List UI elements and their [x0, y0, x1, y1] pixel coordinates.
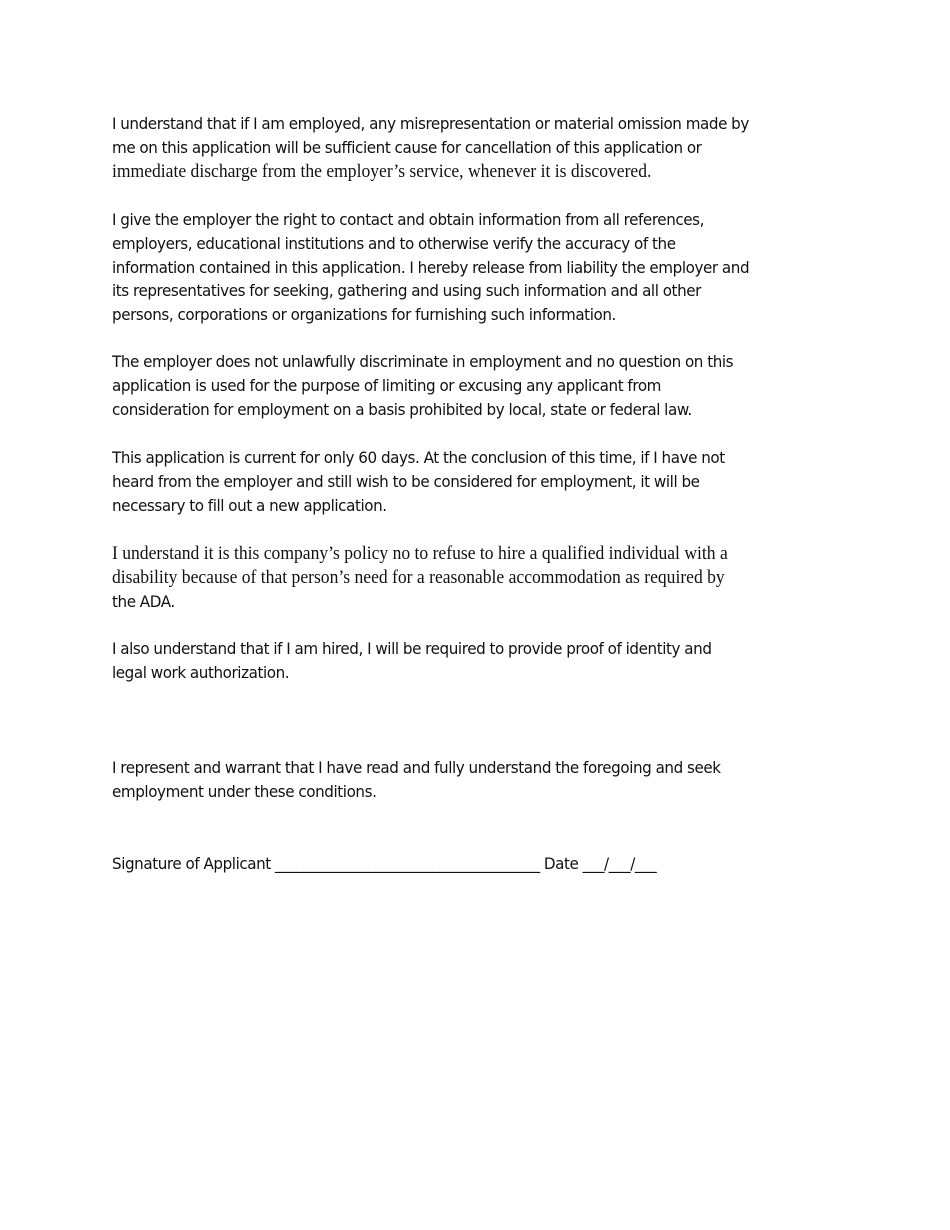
paragraph-line: employers, educational institutions and to otherwise verify the accuracy of the	[112, 233, 676, 253]
signature-date-text: Signature of Applicant _____________________________________ Date ___/___/___	[112, 854, 657, 873]
paragraph-line: This application is current for only 60 days. At the conclusion of this time, if I have not	[112, 448, 725, 467]
paragraph-line: The employer does not unlawfully discriminate in employment and no question on this	[112, 352, 734, 371]
paragraph-line: legal work authorization.	[112, 662, 290, 682]
ada-paragraph	[112, 542, 847, 613]
warrant-paragraph	[112, 756, 847, 804]
validity-paragraph	[112, 446, 847, 517]
signature-line	[112, 852, 847, 876]
references-paragraph	[112, 208, 847, 327]
paragraph-line: me on this application will be sufficient cause for cancellation of this application or	[112, 137, 702, 157]
paragraph-line: I understand that if I am employed, any misrepresentation or material omission made by	[112, 114, 749, 133]
paragraph-line: disability because of that person’s need for a reasonable accommodation as required by	[112, 566, 725, 588]
paragraph-line: its representatives for seeking, gathering and using such information and all other	[112, 281, 701, 301]
paragraph-line: employment under these conditions.	[112, 781, 377, 801]
paragraph-line: I represent and warrant that I have read and fully understand the foregoing and seek	[112, 758, 721, 777]
paragraph-line: persons, corporations or organizations for furnishing such information.	[112, 305, 616, 325]
paragraph-line: the ADA.	[112, 591, 175, 611]
paragraph-line: information contained in this application. I hereby release from liability the employer and	[112, 257, 750, 277]
paragraph-line: I understand it is this company’s policy no to refuse to hire a qualified individual with a	[112, 543, 728, 564]
identity-paragraph	[112, 637, 847, 685]
paragraph-line: I give the employer the right to contact and obtain information from all references,	[112, 210, 705, 229]
paragraph-line: consideration for employment on a basis prohibited by local, state or federal law.	[112, 399, 692, 419]
paragraph-line: heard from the employer and still wish to be considered for employment, it will be	[112, 471, 700, 491]
paragraph-line: necessary to fill out a new application.	[112, 495, 387, 515]
paragraph-line: immediate discharge from the employer’s service, whenever it is discovered.	[112, 160, 652, 182]
discrimination-paragraph	[112, 350, 847, 421]
paragraph-line: application is used for the purpose of limiting or excusing any applicant from	[112, 375, 662, 395]
misrepresentation-paragraph	[112, 112, 847, 183]
paragraph-line: I also understand that if I am hired, I will be required to provide proof of identity and	[112, 639, 712, 658]
